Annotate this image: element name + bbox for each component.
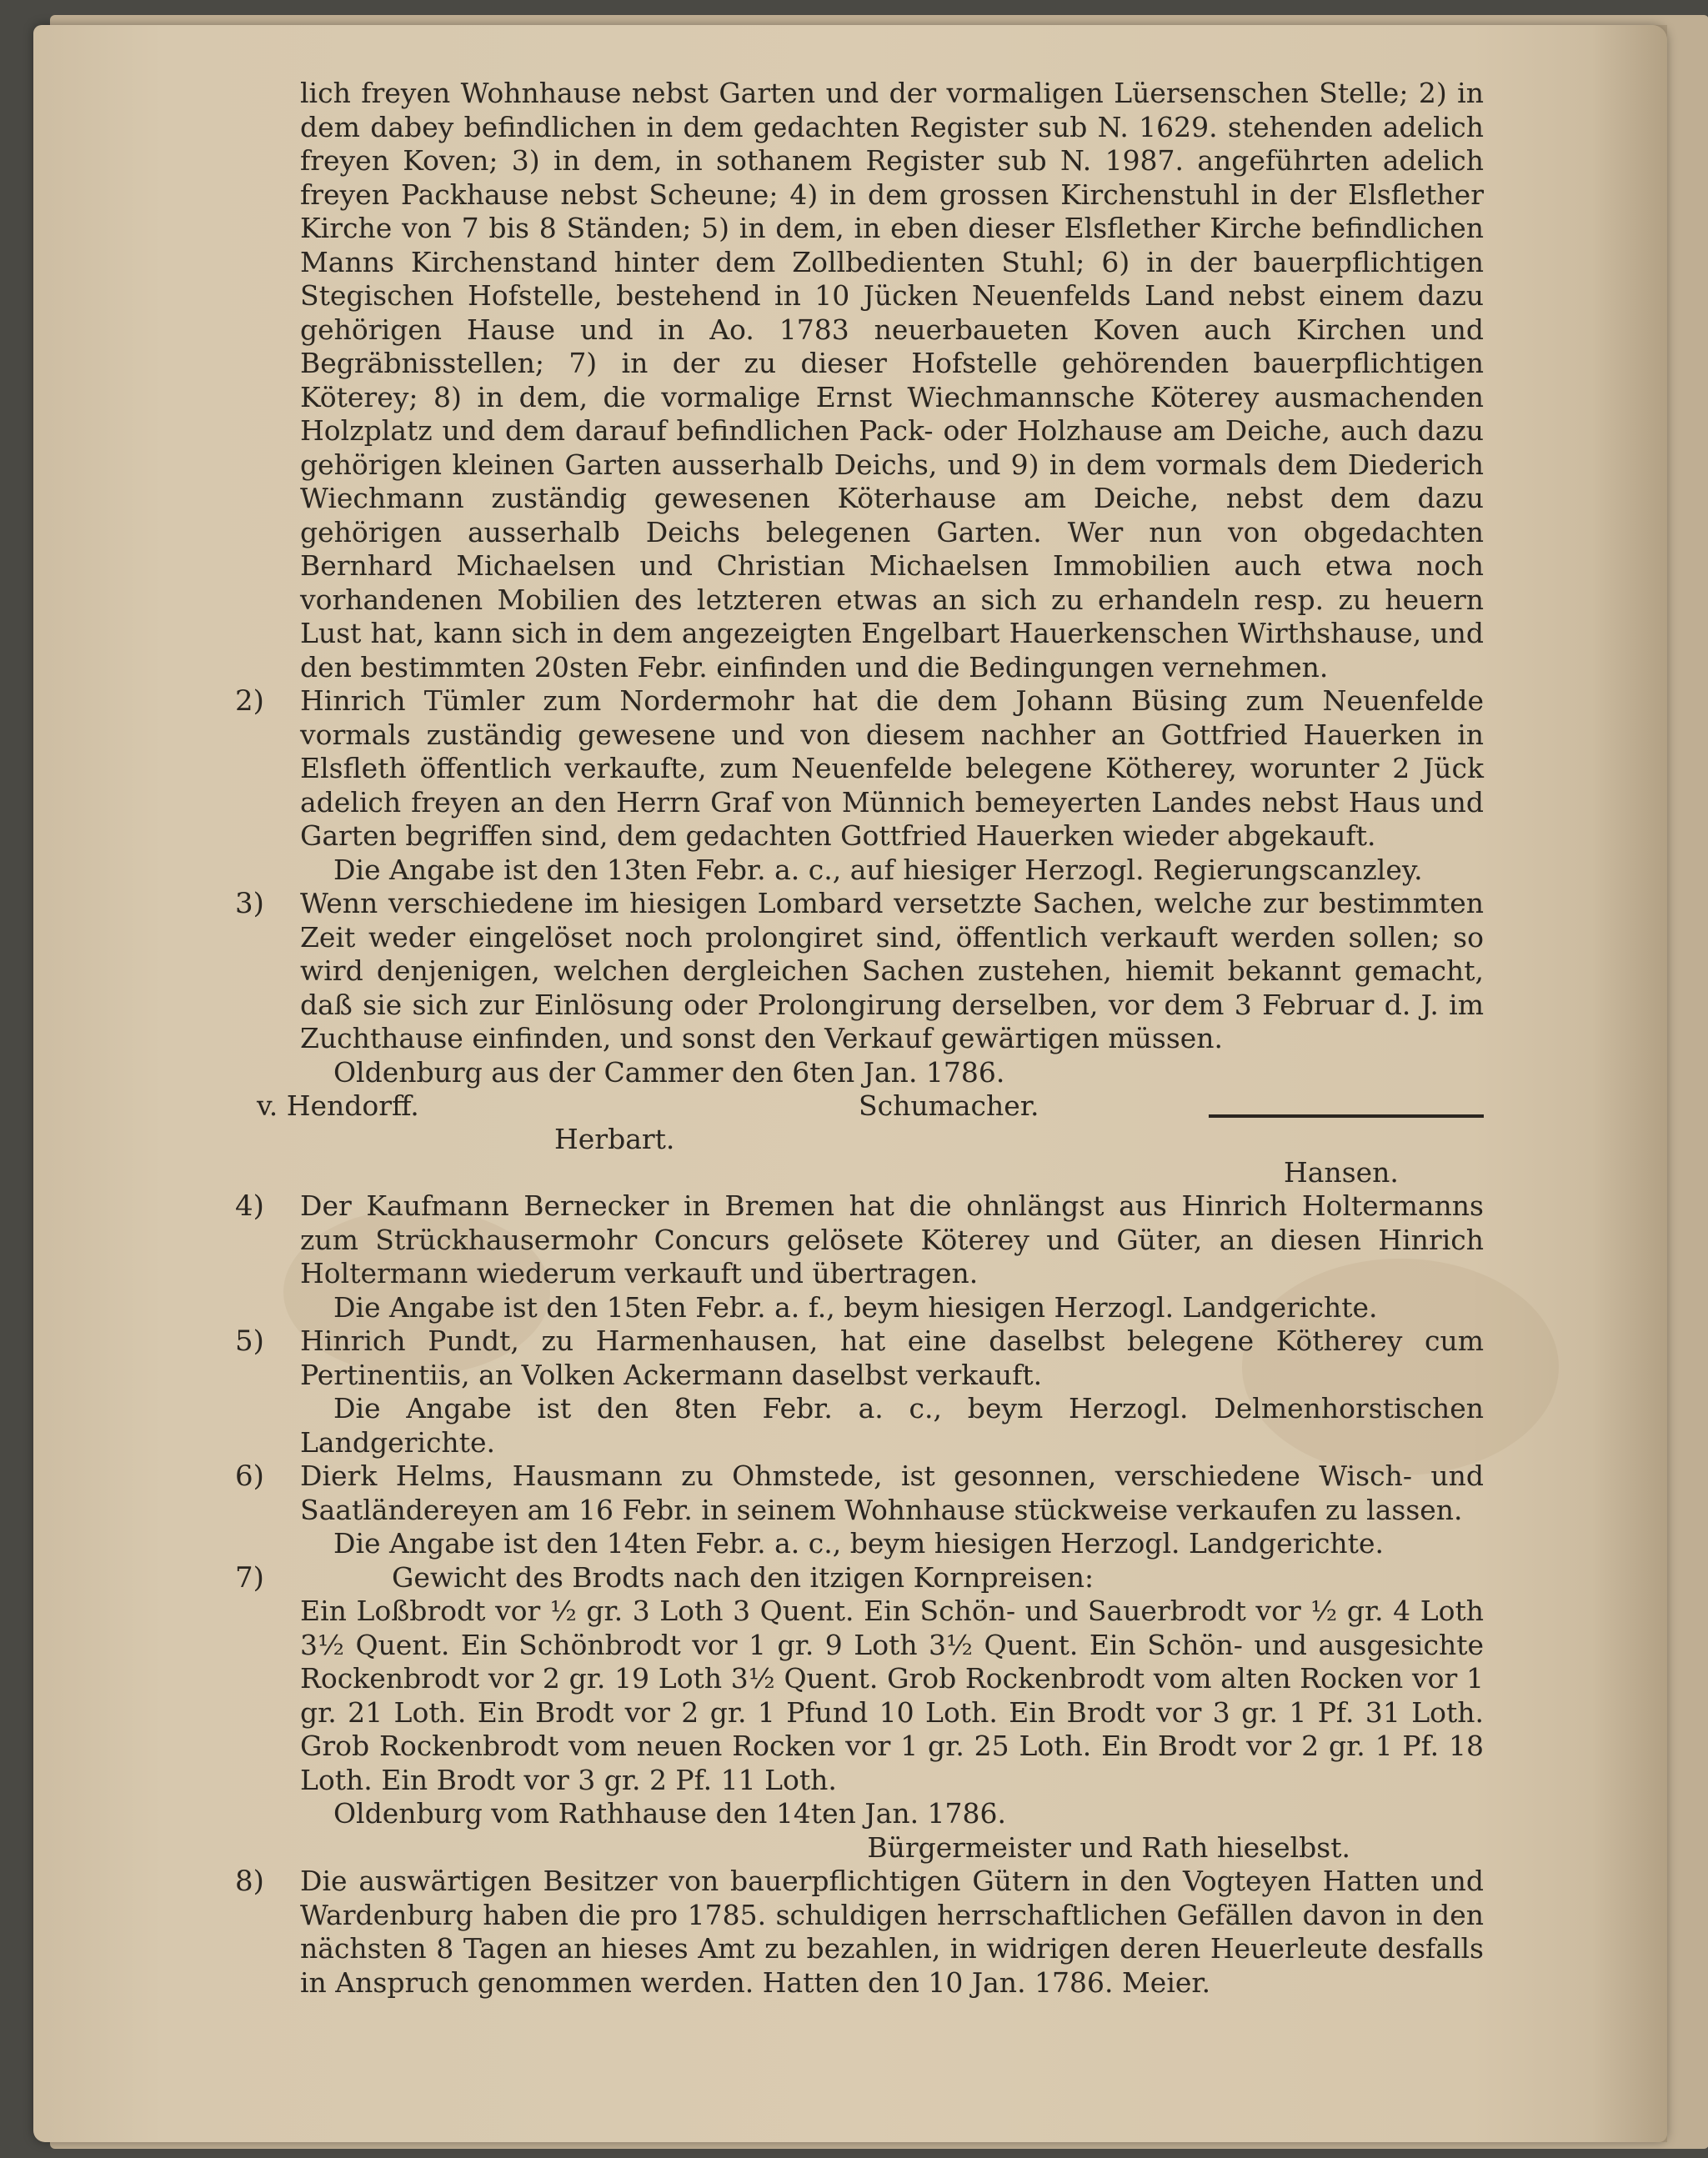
item-number: 8) bbox=[235, 1865, 264, 1898]
notice-item-4 bbox=[235, 1189, 1484, 1324]
notice-note: Die Angabe ist den 13ten Febr. a. c., auf hiesiger Herzogl. Regierungscanzley. bbox=[333, 853, 1423, 886]
item-number: 2) bbox=[235, 684, 264, 718]
signature-row bbox=[257, 1089, 1484, 1123]
notice-text: Der Kaufmann Bernecker in Bremen hat die ohnlängst aus Hinrich Holtermanns zum Strückhausermohr Concurs gelösete Köterey und Güter, an diesen Hinrich Holtermann wiederum verkauft und übertragen. bbox=[300, 1189, 1484, 1289]
separator-rule bbox=[1209, 1114, 1484, 1118]
document-text bbox=[235, 77, 1484, 2000]
notice-text: Hinrich Tümler zum Nordermohr hat die dem Johann Büsing zum Neuenfelde vormals zuständig gewesene und von diesem nachher an Gottfried Hauerken in Elsfleth öffentlich verkaufte, zum Neuenfelde belegene Kötherey, worunter 2 Jück adelich freyen an den Herrn Graf von Münnich bemeyerten Landes nebst Haus und Garten begriffen sind, dem gedachten Gottfried Hauerken wieder abgekauft. bbox=[300, 684, 1484, 852]
notice-item-7 bbox=[235, 1560, 1484, 1865]
notice-item-6 bbox=[235, 1460, 1484, 1561]
notice-text: Hinrich Pundt, zu Harmenhausen, hat eine daselbst belegene Kötherey cum Pertinentiis, an Volken Ackermann daselbst verkauft. bbox=[300, 1324, 1484, 1391]
signature-hansen: Hansen. bbox=[1284, 1156, 1399, 1189]
item-number: 6) bbox=[235, 1460, 264, 1493]
signature-hendorff: v. Hendorff. bbox=[257, 1089, 419, 1122]
notice-item-3 bbox=[235, 887, 1484, 1189]
page-fold-shadow bbox=[1592, 25, 1667, 2142]
notice-date: Oldenburg vom Rathhause den 14ten Jan. 1786. bbox=[333, 1797, 1007, 1830]
signature-row bbox=[300, 1123, 1484, 1156]
signature-schumacher: Schumacher. bbox=[859, 1089, 1039, 1122]
notice-text: Ein Loßbrodt vor ½ gr. 3 Loth 3 Quent. Ein Schön- und Sauerbrodt vor ½ gr. 4 Loth 3½ Quent. Ein Schönbrodt vor 1 gr. 9 Loth 3½ Quent. Ein Schön- und ausgesichte Rockenbrodt vor 2 gr. 19 Loth 3½ Quent. Grob Rockenbrodt vom alten Rocken vor 1 gr. 21 Loth. Ein Brodt vor 2 gr. 1 Pfund 10 Loth. Ein Brodt vor 3 gr. 1 Pf. 31 Loth. Grob Rockenbrodt vom neuen Rocken vor 1 gr. 25 Loth. Ein Brodt vor 2 gr. 1 Pf. 18 Loth. Ein Brodt vor 3 gr. 2 Pf. 11 Loth. bbox=[300, 1595, 1484, 1796]
notice-signature: Bürgermeister und Rath hieselbst. bbox=[867, 1830, 1350, 1864]
notice-text: Dierk Helms, Hausmann zu Ohmstede, ist gesonnen, verschiedene Wisch- und Saatländereyen am 16 Febr. in seinem Wohnhause stückweise verkaufen zu lassen. bbox=[300, 1460, 1484, 1526]
item-number: 7) bbox=[235, 1560, 264, 1595]
item-number: 5) bbox=[235, 1324, 264, 1358]
notice-item-2 bbox=[235, 684, 1484, 887]
signature-row bbox=[300, 1156, 1484, 1189]
intro-paragraph: lich freyen Wohnhause nebst Garten und der vormaligen Lüersenschen Stelle; 2) in dem dabey befindlichen in dem gedachten Register sub N. 1629. stehenden adelich freyen Koven; 3) in dem, in sothanem Register sub N. 1987. angeführten adelich freyen Packhause nebst Scheune; 4) in dem grossen Kirchenstuhl in der Elsflether Kirche von 7 bis 8 Ständen; 5) in dem, in eben dieser Elsflether Kirche befindlichen Manns Kirchenstand hinter dem Zollbedienten Stuhl; 6) in der bauerpflichtigen Stegischen Hofstelle, bestehend in 10 Jücken Neuenfelds Land nebst einem dazu gehörigen Hause und in Ao. 1783 neuerbaueten Koven auch Kirchen und Begräbnisstellen; 7) in der zu dieser Hofstelle gehörenden bauerpflichtigen Köterey; 8) in dem, die vormalige Ernst Wiechmannsche Köterey ausmachenden Holzplatz und dem darauf befindlichen Pack- oder Holzhause am Deiche, auch dazu gehörigen kleinen Garten ausserhalb Deichs, und 9) in dem vormals dem Diederich Wiechmann zuständig gewesenen Köterhause am Deiche, nebst dem dazu gehörigen ausserhalb Deichs belegenen Garten. Wer nun von obgedachten Bernhard Michaelsen und Christian Michaelsen Immobilien auch etwa noch vorhandenen Mobilien des letzteren etwas an sich zu erhandeln resp. zu heuern Lust hat, kann sich in dem angezeigten Engelbart Hauerkenschen Wirthshause, und den bestimmten 20sten Febr. einfinden und die Bedingungen vernehmen. bbox=[300, 77, 1484, 683]
notice-item-8 bbox=[235, 1865, 1484, 2000]
notice-item-5 bbox=[235, 1324, 1484, 1460]
item-number: 3) bbox=[235, 887, 264, 920]
notice-note: Die Angabe ist den 14ten Febr. a. c., beym hiesigen Herzogl. Landgerichte. bbox=[333, 1527, 1384, 1560]
item-number: 4) bbox=[235, 1189, 264, 1223]
notice-text: Wenn verschiedene im hiesigen Lombard versetzte Sachen, welche zur bestimmten Zeit weder eingelöset noch prolongiret sind, öffentlich verkauft werden sollen; so wird denjenigen, welchen dergleichen Sachen zustehen, hiemit bekannt gemacht, daß sie sich zur Einlösung oder Prolongirung derselben, vor dem 3 Februar d. J. im Zuchthause einfinden, und sonst den Verkauf gewärtigen müssen. bbox=[300, 887, 1484, 1054]
notice-signature: Meier. bbox=[1122, 1965, 1211, 1999]
notice-body: Die auswärtigen Besitzer von bauerpflichtigen Gütern in den Vogteyen Hatten und Wardenburg haben die pro 1785. schuldigen herrschaftlichen Gefällen davon in den nächsten 8 Tagen an hieses Amt zu bezahlen, in widrigen deren Heuerleute desfalls in Anspruch genommen werden. bbox=[300, 1865, 1484, 1999]
notice-note: Die Angabe ist den 15ten Febr. a. f., beym hiesigen Herzogl. Landgerichte. bbox=[333, 1290, 1378, 1324]
notice-note: Die Angabe ist den 8ten Febr. a. c., beym Herzogl. Delmenhorstischen Landgerichte. bbox=[300, 1392, 1484, 1459]
notice-text bbox=[300, 1865, 1484, 2000]
notice-date: Oldenburg aus der Cammer den 6ten Jan. 1786. bbox=[333, 1055, 1005, 1089]
signature-herbart: Herbart. bbox=[554, 1123, 675, 1155]
notice-heading: Gewicht des Brodts nach den itzigen Kornpreisen: bbox=[392, 1560, 1094, 1594]
notice-date: Hatten den 10 Jan. 1786. bbox=[762, 1965, 1114, 1999]
